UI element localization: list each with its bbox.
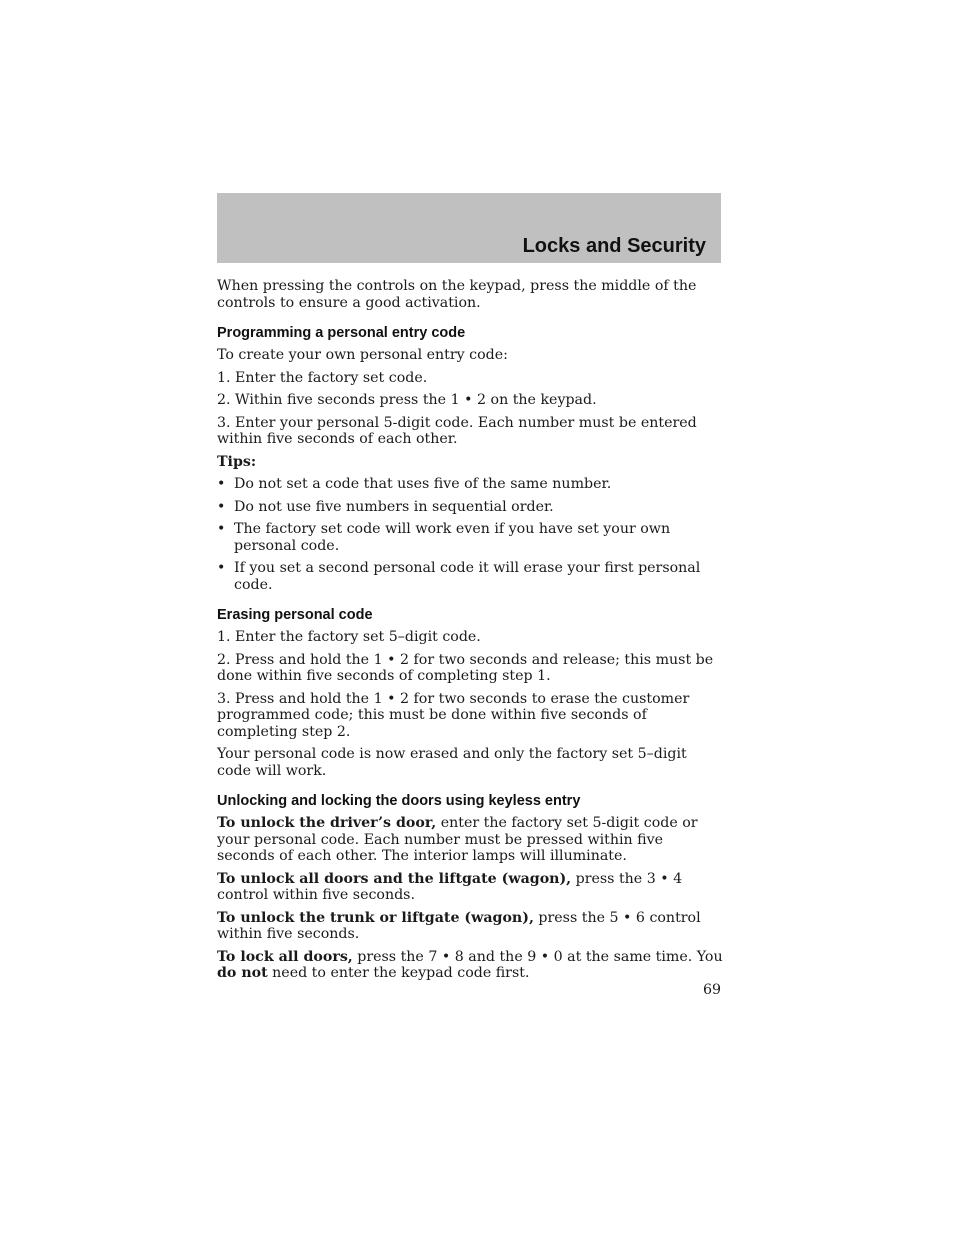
keyless-unlock-driver xyxy=(217,815,723,865)
tip-item xyxy=(217,476,723,493)
keyless-text: press the 3 • 4 control within five seconds. xyxy=(217,870,683,903)
tip-text: Do not use five numbers in sequential order. xyxy=(234,498,554,515)
keyless-lead-bold: To unlock the trunk or liftgate (wagon), xyxy=(217,909,534,926)
keyless-lead-bold: To lock all doors, xyxy=(217,948,353,965)
tip-item xyxy=(217,560,723,593)
keyless-text: need to enter the keypad code first. xyxy=(267,965,530,981)
section-title: Locks and Security xyxy=(522,235,706,257)
tip-text: If you set a second personal code it will erase your first personal code. xyxy=(234,560,701,593)
tips-list xyxy=(217,476,723,593)
programming-lead: To create your own personal entry code: xyxy=(217,347,508,363)
intro-paragraph: When pressing the controls on the keypad, press the middle of the controls to ensure a good activation. xyxy=(217,278,697,311)
keyless-emphasis: do not xyxy=(217,965,268,981)
tip-item xyxy=(217,499,723,516)
keyless-unlock-all xyxy=(217,871,723,904)
keyless-lead-bold: To unlock all doors and the liftgate (wagon), xyxy=(217,870,572,887)
keyless-text: press the 7 • 8 and the 9 • 0 at the same time. You xyxy=(352,948,723,965)
keyless-lock-all xyxy=(217,949,723,982)
tip-item xyxy=(217,521,723,554)
erasing-note: Your personal code is now erased and only the factory set 5–digit code will work. xyxy=(217,746,687,779)
erasing-heading: Erasing personal code xyxy=(217,607,373,623)
keyless-unlock-trunk xyxy=(217,910,723,943)
programming-heading: Programming a personal entry code xyxy=(217,325,466,341)
keyless-text: press the 5 • 6 control within five seconds. xyxy=(217,909,701,942)
bullet-icon: • xyxy=(217,476,226,492)
page-number: 69 xyxy=(702,982,721,998)
tip-text: The factory set code will work even if you have set your own personal code. xyxy=(234,521,671,554)
section-header-band xyxy=(217,193,721,263)
programming-step-3: 3. Enter your personal 5-digit code. Each number must be entered within five seconds of each other. xyxy=(217,414,697,447)
bullet-icon: • xyxy=(217,498,226,515)
programming-step-1: 1. Enter the factory set code. xyxy=(217,369,428,386)
bullet-icon: • xyxy=(217,521,226,537)
keyless-lead-bold: To unlock the driver’s door, xyxy=(217,815,437,831)
erasing-step-2: 2. Press and hold the 1 • 2 for two seconds and release; this must be done within five seconds of completing step 1. xyxy=(217,651,714,684)
programming-step-2: 2. Within five seconds press the 1 • 2 on the keypad. xyxy=(217,392,597,408)
tip-text: Do not set a code that uses five of the same number. xyxy=(234,476,612,492)
erasing-step-1: 1. Enter the factory set 5–digit code. xyxy=(217,629,481,645)
keyless-heading: Unlocking and locking the doors using keyless entry xyxy=(217,793,581,809)
tips-label: Tips: xyxy=(217,453,257,470)
keyless-text: enter the factory set 5-digit code or your personal code. Each number must be pressed within five seconds of each other. The interior lamps will illuminate. xyxy=(217,815,698,864)
erasing-step-3: 3. Press and hold the 1 • 2 for two seconds to erase the customer programmed code; this must be done within five seconds of completing step 2. xyxy=(217,690,690,740)
bullet-icon: • xyxy=(217,560,226,576)
page-content xyxy=(217,278,723,988)
